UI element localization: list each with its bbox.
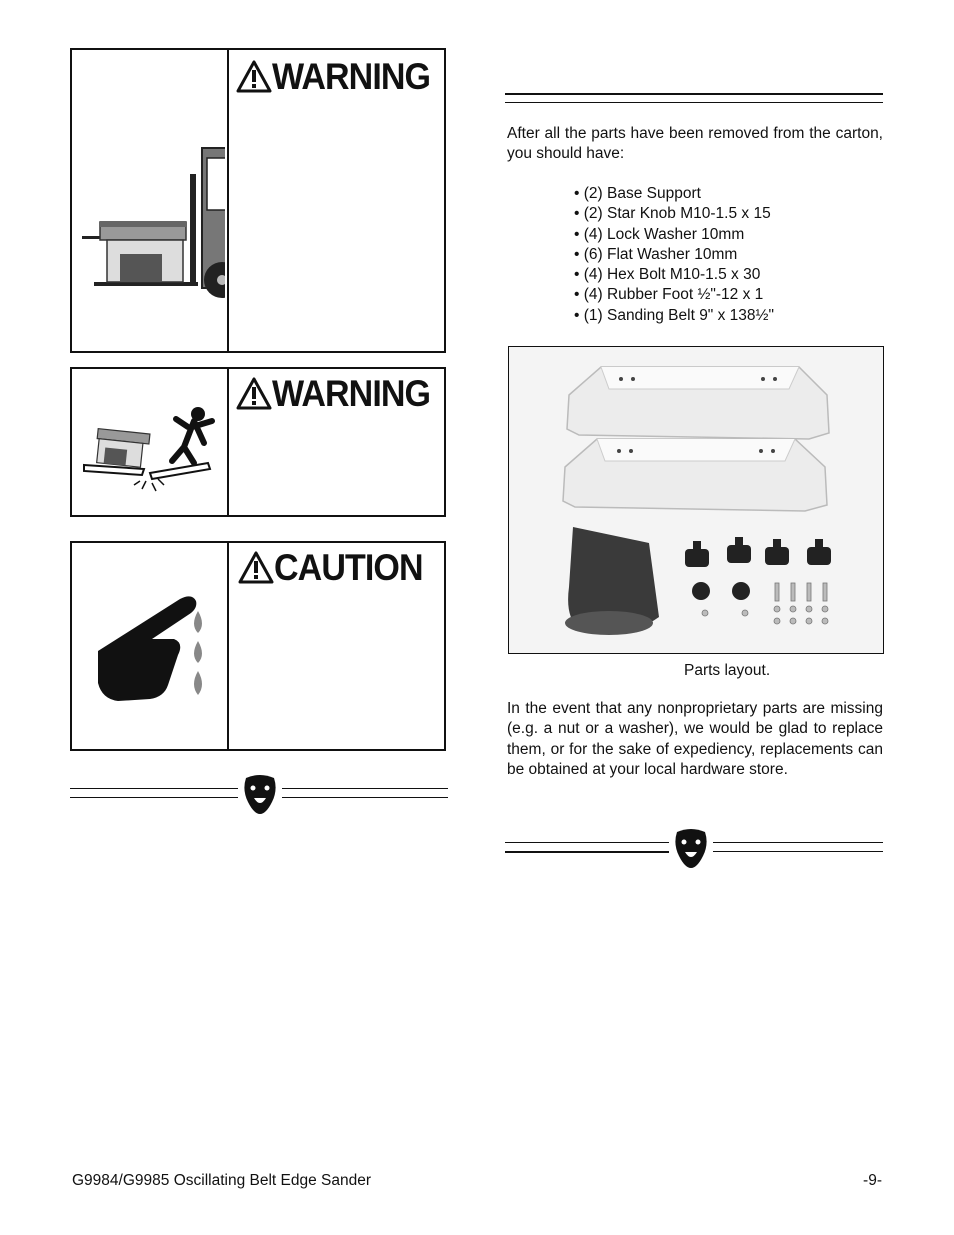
caution-label: CAUTION [274,547,423,588]
parts-list [574,184,774,326]
section-separator-right [505,828,883,868]
parts-list-item: • (1) Sanding Belt 9" x 138½" [574,306,774,324]
warning-label: WARNING [272,56,431,97]
forklift-icon [72,50,225,350]
bear-logo-icon [673,828,709,868]
warning-label: WARNING [272,373,431,414]
figure-caption: Parts layout. [684,662,771,679]
parts-list-item: • (4) Hex Bolt M10-1.5 x 30 [574,266,761,284]
heading-rule-thin [505,102,883,103]
warning-box-forklift [70,48,446,353]
caution-header [238,549,436,586]
heading-rule [505,93,883,95]
section-separator-left [70,774,448,814]
footer-title: G9984/G9985 Oscillating Belt Edge Sander [72,1172,371,1189]
page-number: -9- [863,1172,882,1189]
warning-triangle-icon [236,377,272,410]
caution-box [70,541,446,751]
tipping-machine-icon [72,369,225,515]
parts-list-item: • (4) Rubber Foot ½"-12 x 1 [574,286,764,304]
sharp-edge-finger-icon [72,543,225,749]
intro-paragraph: After all the parts have been removed from the carton, you should have: [507,125,883,163]
parts-list-item: • (2) Base Support [574,185,701,202]
warning-header [236,58,444,95]
warning-triangle-icon [238,551,274,584]
parts-photo-illustration [509,347,883,653]
bear-logo-icon [242,774,278,814]
warning-box-tipping [70,367,446,517]
tipping-icon-panel [72,369,229,515]
warning-triangle-icon [236,60,272,93]
parts-list-item: • (4) Lock Washer 10mm [574,225,745,243]
parts-list-item: • (2) Star Knob M10-1.5 x 15 [574,205,771,223]
parts-layout-photo [508,346,884,654]
warning-header-2 [236,375,444,412]
forklift-icon-panel [72,50,229,351]
parts-list-item: • (6) Flat Washer 10mm [574,245,738,263]
caution-icon-panel [72,543,229,749]
missing-parts-paragraph: In the event that any nonproprietary parts are missing (e.g. a nut or a washer), we would be glad to replace them, or for the sake of expediency, replacements can be obtained at your local hardware store. [507,700,883,778]
